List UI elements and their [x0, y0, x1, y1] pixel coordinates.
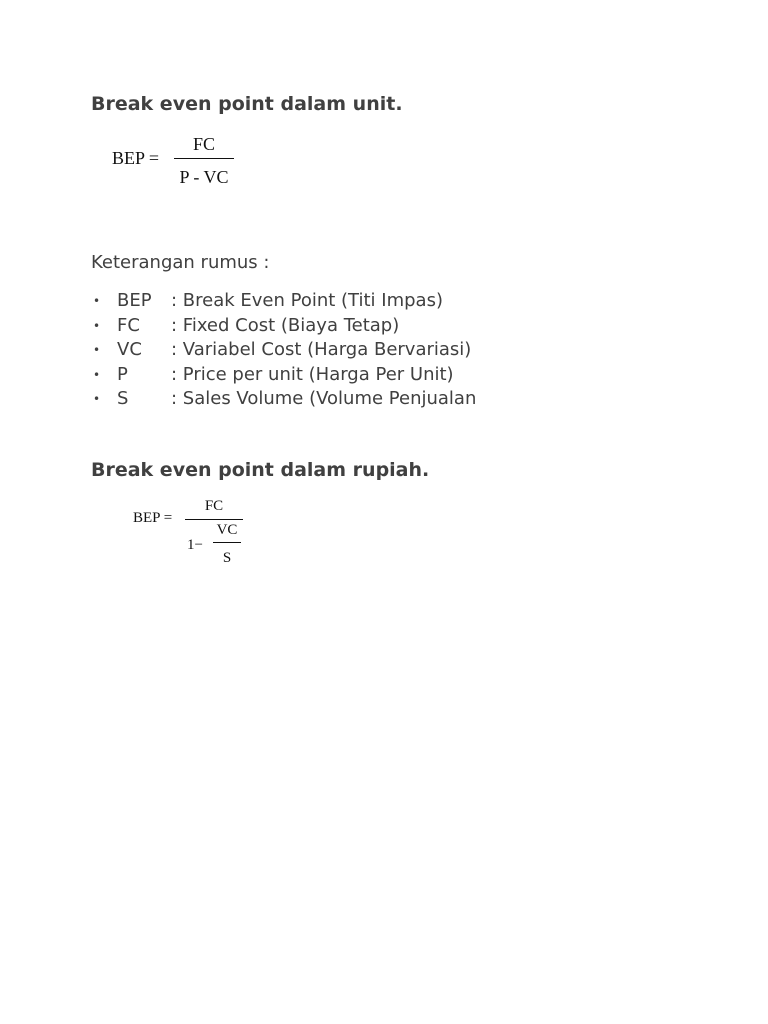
bullet-icon: • — [93, 367, 101, 382]
legend-abbr: S — [117, 388, 129, 409]
list-item — [91, 363, 476, 388]
legend-abbr: FC — [117, 314, 140, 336]
bullet-icon: • — [93, 318, 101, 333]
legend-desc: : Variabel Cost (Harga Bervariasi) — [171, 339, 472, 360]
list-item — [91, 314, 476, 339]
list-item — [91, 289, 476, 314]
legend-desc: : Price per unit (Harga Per Unit) — [171, 363, 454, 385]
bullet-icon: • — [93, 343, 101, 357]
formula-bep-rupiah — [133, 496, 253, 572]
formula-lhs: BEP = — [112, 148, 159, 168]
legend-abbr: VC — [117, 339, 142, 360]
legend-abbr: P — [117, 363, 128, 385]
heading-bep-unit: Break even point dalam unit. — [91, 93, 403, 115]
bullet-icon: • — [93, 294, 101, 308]
formula-lhs: BEP = — [133, 510, 173, 526]
formula-sub-denominator: S — [222, 550, 232, 566]
formula-numerator: FC — [204, 498, 224, 514]
formula-numerator: FC — [192, 134, 216, 154]
formula-bep-unit — [112, 132, 242, 190]
formula-denominator: P - VC — [179, 167, 229, 187]
legend-abbr: BEP — [117, 290, 152, 311]
fraction-bar — [174, 158, 234, 159]
bullet-icon: • — [93, 392, 101, 406]
formula-sub-numerator: VC — [216, 522, 238, 538]
sub-fraction-bar — [213, 542, 241, 543]
heading-bep-rupiah: Break even point dalam rupiah. — [91, 459, 430, 481]
legend-intro: Keterangan rumus : — [91, 252, 270, 273]
legend-desc: : Sales Volume (Volume Penjualan — [171, 388, 477, 409]
list-item — [91, 338, 476, 363]
formula-denominator-lead: 1− — [187, 537, 203, 553]
list-item — [91, 387, 476, 412]
legend-list — [91, 289, 476, 412]
fraction-bar — [185, 519, 243, 520]
legend-desc: : Break Even Point (Titi Impas) — [171, 290, 443, 311]
legend-desc: : Fixed Cost (Biaya Tetap) — [171, 314, 400, 336]
